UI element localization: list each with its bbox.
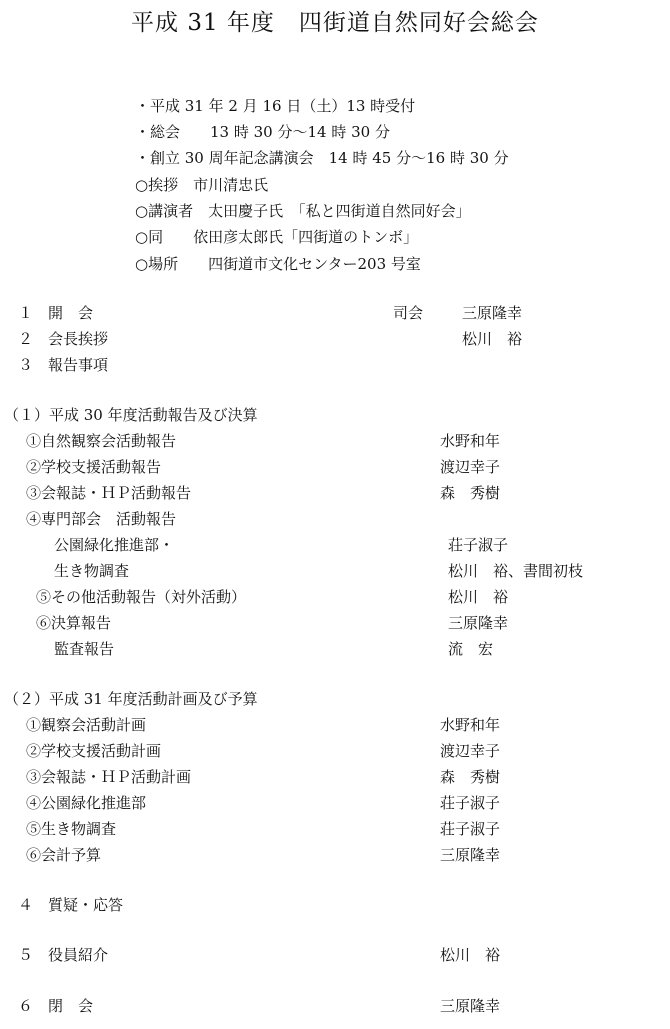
section2-person: 三原隆幸	[440, 846, 501, 864]
section2-item: ③会報誌・ＨＰ活動計画	[26, 768, 192, 786]
section1-item: 生き物調査	[54, 562, 130, 580]
section2-person: 水野和年	[440, 716, 501, 734]
meeting-info-lecture: ・創立 30 周年記念講演会 14 時 45 分〜16 時 30 分	[135, 149, 509, 167]
agenda-item-officers: ５ 役員紹介	[18, 946, 109, 964]
section2-item: ②学校支援活動計画	[26, 742, 162, 760]
section1-person: 松川 裕	[448, 588, 509, 606]
section2-item: ⑥会計予算	[26, 846, 102, 864]
section1-item: ⑥決算報告	[36, 614, 112, 632]
section2-item: ⑤生き物調査	[26, 820, 117, 838]
section1-person: 荘子淑子	[448, 536, 509, 554]
agenda-person: 松川 裕	[462, 330, 523, 348]
agenda-item-reports: ３ 報告事項	[18, 356, 109, 374]
section2-item: ①観察会活動計画	[26, 716, 147, 734]
meeting-info-greeting: ○挨拶 市川清忠氏	[135, 176, 269, 194]
section1-heading: （１）平成 30 年度活動報告及び決算	[4, 406, 258, 424]
section1-person: 松川 裕、書間初枝	[448, 562, 584, 580]
section1-item: ④専門部会 活動報告	[26, 510, 177, 528]
section2-person: 森 秀樹	[440, 768, 501, 786]
meeting-info-speaker2: ○同 依田彦太郎氏「四街道のトンボ」	[135, 228, 419, 246]
section1-item: ③会報誌・ＨＰ活動報告	[26, 484, 192, 502]
section1-item: ①自然観察会活動報告	[26, 432, 177, 450]
section1-person: 渡辺幸子	[440, 458, 501, 476]
section1-person: 森 秀樹	[440, 484, 501, 502]
meeting-info-speaker: ○講演者 太田慶子氏 「私と四街道自然同好会」	[135, 202, 471, 220]
agenda-item-opening: １ 開 会	[18, 304, 94, 322]
agenda-item-chair-greeting: ２ 会長挨拶	[18, 330, 109, 348]
agenda-item-qa: ４ 質疑・応答	[18, 896, 124, 914]
section2-person: 荘子淑子	[440, 820, 501, 838]
agenda-person: 松川 裕	[440, 946, 501, 964]
section2-heading: （２）平成 31 年度活動計画及び予算	[4, 690, 258, 708]
agenda-person: 三原隆幸	[440, 997, 501, 1015]
section2-person: 荘子淑子	[440, 794, 501, 812]
section1-person: 流 宏	[448, 640, 494, 658]
section1-person: 三原隆幸	[448, 614, 509, 632]
agenda-item-closing: ６ 閉 会	[18, 997, 94, 1015]
agenda-role-mc: 司会	[393, 304, 424, 322]
meeting-info-general-meeting: ・総会 13 時 30 分〜14 時 30 分	[135, 123, 390, 141]
meeting-info-venue: ○場所 四街道市文化センター203 号室	[135, 255, 421, 273]
page-title: 平成 31 年度 四街道自然同好会総会	[131, 10, 539, 36]
section1-item: 監査報告	[54, 640, 115, 658]
section1-item: ⑤その他活動報告（対外活動）	[36, 588, 247, 606]
section1-item: 公園緑化推進部・	[54, 536, 175, 554]
section2-person: 渡辺幸子	[440, 742, 501, 760]
section1-item: ②学校支援活動報告	[26, 458, 162, 476]
section1-person: 水野和年	[440, 432, 501, 450]
agenda-person: 三原隆幸	[462, 304, 523, 322]
section2-item: ④公園緑化推進部	[26, 794, 147, 812]
meeting-info-date: ・平成 31 年 2 月 16 日（土）13 時受付	[135, 97, 416, 115]
